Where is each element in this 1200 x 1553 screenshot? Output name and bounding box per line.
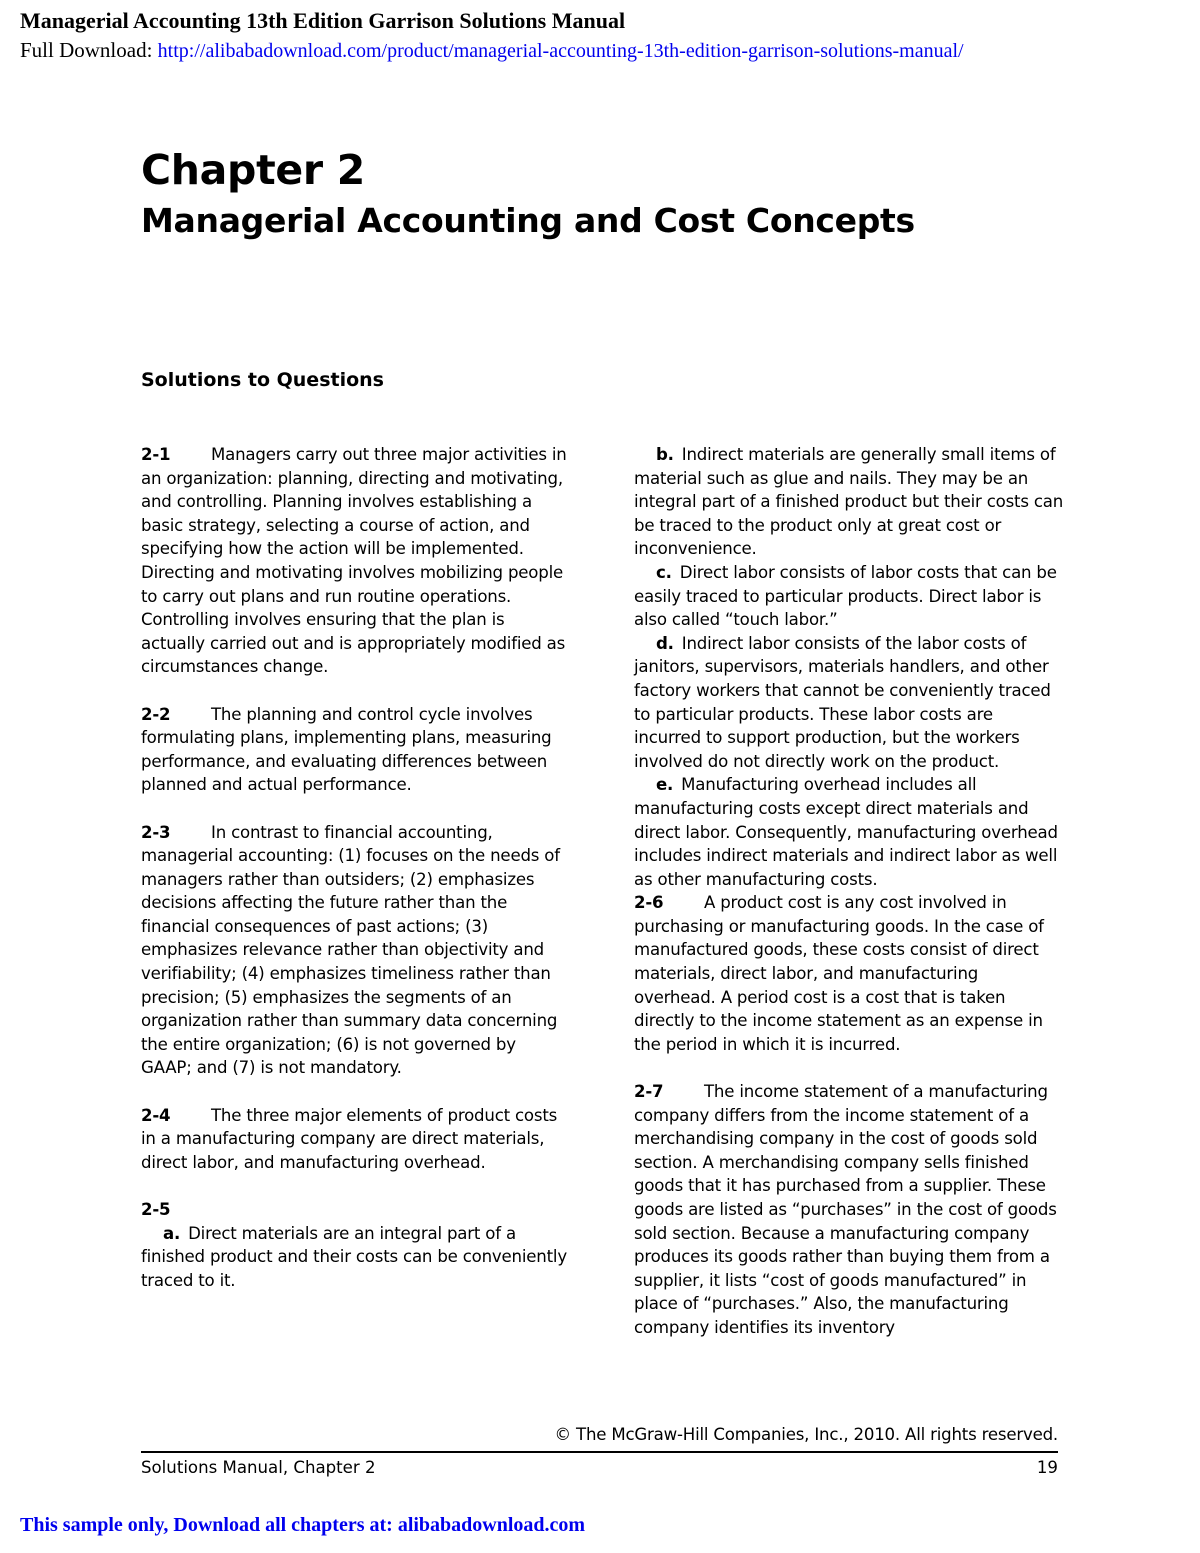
left-column — [141, 443, 571, 1292]
answer-text: Managers carry out three major activities in an organization: planning, directing and motivating, and controlling. Planning involves establishing a basic strategy, selecting a course of action, and specifying how the action will be implemented. Directing and motivating involves mobilizing people to carry out plans and run routine operations. Controlling involves ensuring that the plan is actually carried out and is appropriately modified as circumstances change. — [141, 445, 567, 677]
question-number: 2-2 — [141, 704, 171, 724]
item-letter: a. — [163, 1223, 181, 1243]
footer-running-title: Solutions Manual, Chapter 2 — [141, 1458, 376, 1477]
answer-text: Direct materials are an integral part of a finished product and their costs can be conveniently traced to it. — [141, 1223, 567, 1290]
banner-title: Managerial Accounting 13th Edition Garrison Solutions Manual — [20, 8, 626, 33]
question-number: 2-6 — [634, 893, 664, 913]
item-letter: c. — [656, 562, 672, 582]
download-prefix: Full Download: — [20, 38, 158, 62]
question-number: 2-1 — [141, 445, 171, 464]
answer-text: The income statement of a manufacturing company differs from the income statement of a merchandising company in the cost of goods sold section. A merchandising company sells finished goods that it has purchased from a supplier. These goods are listed as “purchases” in the cost of goods sold section. Because a manufacturing company produces its goods rather than buying them from a supplier, it lists “cost of goods manufactured” in place of “purchases.” Also, the manufacturing company identifies its inventory — [634, 1082, 1057, 1337]
answer-text: The planning and control cycle involves formulating plans, implementing plans, measuring performance, and evaluating differences between planned and actual performance. — [141, 704, 552, 795]
answer-2-5-b — [634, 443, 1064, 561]
answer-text: Indirect labor consists of the labor costs of janitors, supervisors, materials handlers, and other factory workers that cannot be conveniently traced to particular products. These labor costs are incurred to support production, but the workers involved do not directly work on the product. — [634, 633, 1051, 771]
question-2-5 — [141, 1198, 571, 1222]
question-2-7 — [634, 1080, 1064, 1340]
question-2-1 — [141, 443, 571, 679]
question-number: 2-4 — [141, 1105, 171, 1125]
answer-text: Direct labor consists of labor costs that can be easily traced to particular products. Direct labor is also called “touch labor.” — [634, 562, 1057, 630]
answer-text: Manufacturing overhead includes all manufacturing costs except direct materials and direct labor. Consequently, manufacturing overhead includes indirect materials and indirect labor as well as other manufacturing costs. — [634, 775, 1058, 889]
question-2-3 — [141, 821, 571, 1081]
question-number: 2-5 — [141, 1200, 171, 1219]
answer-2-5-c — [634, 561, 1064, 632]
question-2-4 — [141, 1104, 571, 1175]
question-number: 2-7 — [634, 1082, 664, 1102]
banner-download — [20, 38, 964, 63]
answer-2-5-e — [634, 773, 1064, 891]
answer-2-5-a — [141, 1222, 571, 1293]
page-number: 19 — [1036, 1458, 1058, 1477]
question-2-2 — [141, 703, 571, 797]
item-letter: d. — [656, 633, 674, 653]
chapter-heading: Chapter 2 — [141, 146, 366, 194]
item-letter: e. — [656, 775, 674, 795]
footer-divider — [141, 1451, 1058, 1453]
answer-text: A product cost is any cost involved in purchasing or manufacturing goods. In the case of manufactured goods, these costs consist of direct materials, direct labor, and manufacturing overhead. A period cost is a cost that is taken directly to the income statement as an expense in the period in which it is incurred. — [634, 893, 1044, 1054]
answer-text: The three major elements of product costs in a manufacturing company are direct materials, direct labor, and manufacturing overhead. — [141, 1105, 558, 1172]
question-number: 2-3 — [141, 822, 171, 842]
download-link[interactable]: http://alibabadownload.com/product/managerial-accounting-13th-edition-garrison-solutions-manual/ — [157, 40, 964, 62]
chapter-subtitle: Managerial Accounting and Cost Concepts — [141, 201, 915, 240]
section-heading: Solutions to Questions — [141, 369, 384, 391]
answer-text: In contrast to financial accounting, managerial accounting: (1) focuses on the needs of managers rather than outsiders; (2) emphasizes decisions affecting the future rather than the financial consequences of past actions; (3) emphasizes relevance rather than objectivity and verifiability; (4) emphasizes timeliness rather than precision; (5) emphasizes the segments of an organization rather than summary data concerning the entire organization; (6) is not governed by GAAP; and (7) is not mandatory. — [141, 822, 560, 1078]
right-column — [634, 443, 1064, 1363]
answer-text: Indirect materials are generally small items of material such as glue and nails. They may be an integral part of a finished product but their costs can be traced to the product only at great cost or inconvenience. — [634, 445, 1064, 559]
bottom-banner[interactable]: This sample only, Download all chapters at: alibabadownload.com — [20, 1514, 586, 1536]
item-letter: b. — [656, 445, 674, 464]
copyright-notice: © The McGraw-Hill Companies, Inc., 2010. All rights reserved. — [554, 1425, 1058, 1444]
question-2-6 — [634, 891, 1064, 1056]
answer-2-5-d — [634, 632, 1064, 774]
